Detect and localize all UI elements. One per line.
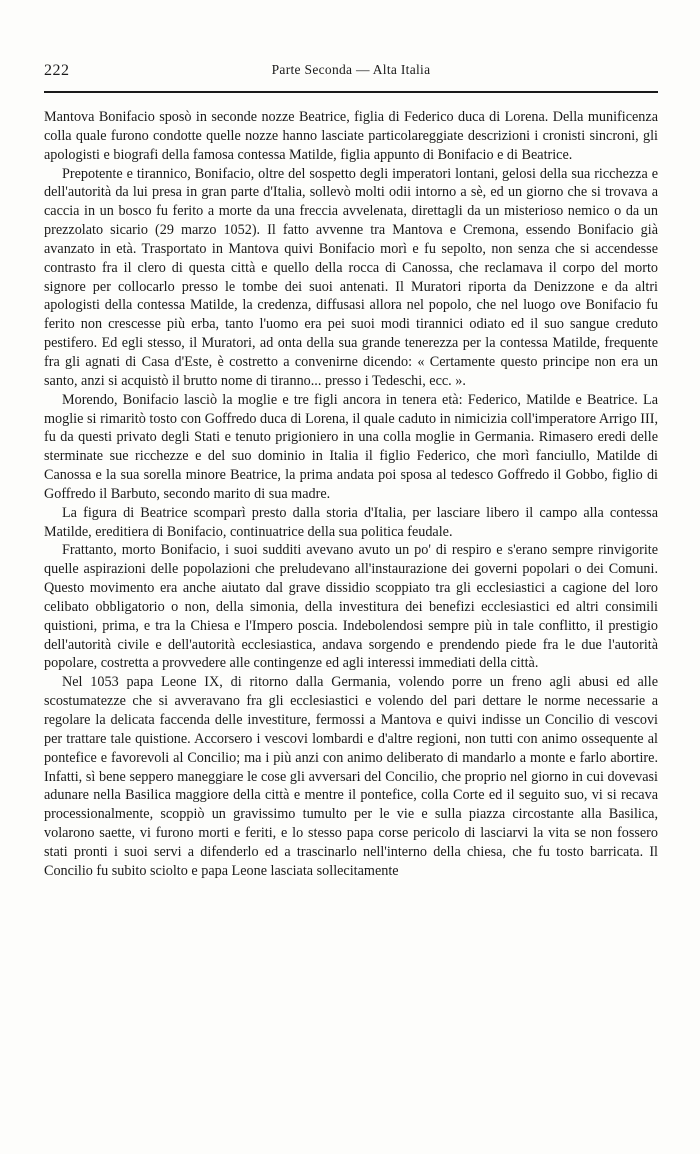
paragraph: La figura di Beatrice scomparì presto dalla storia d'Italia, per lasciare libero il campo alla contessa Matilde, ereditiera di Bonifacio, continuatrice della sua politica feudale. bbox=[44, 504, 658, 540]
paragraph: Prepotente e tirannico, Bonifacio, oltre del sospetto degli imperatori lontani, gelosi della sua ricchezza e dell'autorità da lui presa in gran parte d'Italia, sollevò molti odii intorno a sè, ed un giorno che si trovava a caccia in un bosco fu ferito a morte da una freccia avvelenata, direttagli da un misterioso nemico o da un prezzolato sicario (29 marzo 1052). Il fatto avvenne tra Mantova e Cremona, essendo Bonifacio già avanzato in età. Trasportato in Mantova quivi Bonifacio morì e fu sepolto, non senza che si accendesse contrasto fra il clero di questa città e quello della rocca di Canossa, che reclamava il corpo del morto signore per collocarlo presso le tombe dei suoi antenati. Il Muratori riporta da Denizzone e da altri apologisti della contessa Matilde, la credenza, diffusasi allora nel popolo, che nel luogo ove Bonifacio fu ferito non crescesse più erba, tanto l'uomo era pei suoi modi tirannici odiato ed il suo sangue creduto pestifero. Ed egli stesso, il Muratori, ad onta della sua grande tenerezza per la contessa Matilde, frequente fra gli agnati di Casa d'Este, è costretto a convenirne dicendo: « Certamente questo principe non era un santo, anzi si acquistò il brutto nome di tiranno... presso i Tedeschi, ecc. ». bbox=[44, 165, 658, 389]
paragraph: Frattanto, morto Bonifacio, i suoi sudditi avevano avuto un po' di respiro e s'erano sempre rinvigorite quelle aspirazioni delle popolazioni che preludevano all'instaurazione dei governi popolari o dei Comuni. Questo movimento era anche aiutato dal grave dissidio scoppiato tra gli ecclesiastici a cagione del loro celibato obbligatorio o non, della simonia, della investitura dei benefizi ecclesiastici ed altri consimili quistioni, prima, e tra la Chiesa e l'Impero poscia. Indebolendosi sempre più in tale conflitto, il prestigio dell'autorità civile e dell'autorità ecclesiastica, andava sorgendo e prendendo piede fra le due l'autorità popolare, costretta a provvedere alle contingenze ed agli interessi immediati della città. bbox=[44, 542, 658, 672]
paragraph: Morendo, Bonifacio lasciò la moglie e tre figli ancora in tenera età: Federico, Matilde e Beatrice. La moglie si rimaritò tosto con Goffredo duca di Lorena, il quale caduto in nimicizia coll'imperatore Arrigo III, fu da questi privato degli Stati e tenuto prigioniero in una colla moglie in Germania. Rimasero eredi delle sterminate sue ricchezze e del suo dominio in Italia il figlio Federico, che morì fanciullo, Matilde di Canossa e la sua sorella minore Beatrice, la prima andata poi sposa al tedesco Goffredo il Gobbo, figlio di Goffredo il Barbuto, secondo marito di sua madre. bbox=[44, 391, 658, 502]
paragraph: Nel 1053 papa Leone IX, di ritorno dalla Germania, volendo porre un freno agli abusi ed alle scostumatezze che si avveravano fra gli ecclesiastici e volendo del pari dettare le norme necessarie a regolare la delicata faccenda delle investiture, fermossi a Mantova e quivi indisse un Concilio di vescovi per trattare tale quistione. Accorsero i vescovi lombardi e d'altre regioni, non tutti con animo ossequente al pontefice e favorevoli al Concilio; ma i più anzi con animo deliberato di mandarlo a monte e farlo abortire. Infatti, sì bene seppero maneggiare le cose gli avversari del Concilio, che proprio nel giorno in cui dovevasi adunare nella Basilica maggiore della città e mentre il pontefice, colla Corte ed il seguito suo, vi si recava processionalmente, scoppiò un gravissimo tumulto per le vie e sulla piazza circostante alla Basilica, volarono saette, vi furono morti e feriti, e lo stesso papa corse pericolo di lasciarvi la vita se non fossero stati pronti i suoi servi a difenderlo ed a trascinarlo nell'interno della chiesa, che fu tosto barricata. Il Concilio fu subito sciolto e papa Leone lasciata sollecitamente bbox=[44, 674, 658, 879]
header-rule bbox=[44, 91, 658, 93]
running-head: Parte Seconda — Alta Italia bbox=[271, 62, 431, 77]
paragraph: Mantova Bonifacio sposò in seconde nozze Beatrice, figlia di Federico duca di Lorena. Della munificenza colla quale furono condotte quelle nozze hanno lasciate particolareggiate descrizioni i cronisti sincroni, gli apologisti e biografi della famosa contessa Matilde, figlia appunto di Bonifacio e di Beatrice. bbox=[44, 109, 658, 163]
body-text bbox=[44, 108, 658, 881]
page-number: 222 bbox=[44, 62, 70, 79]
page-header bbox=[44, 62, 658, 84]
